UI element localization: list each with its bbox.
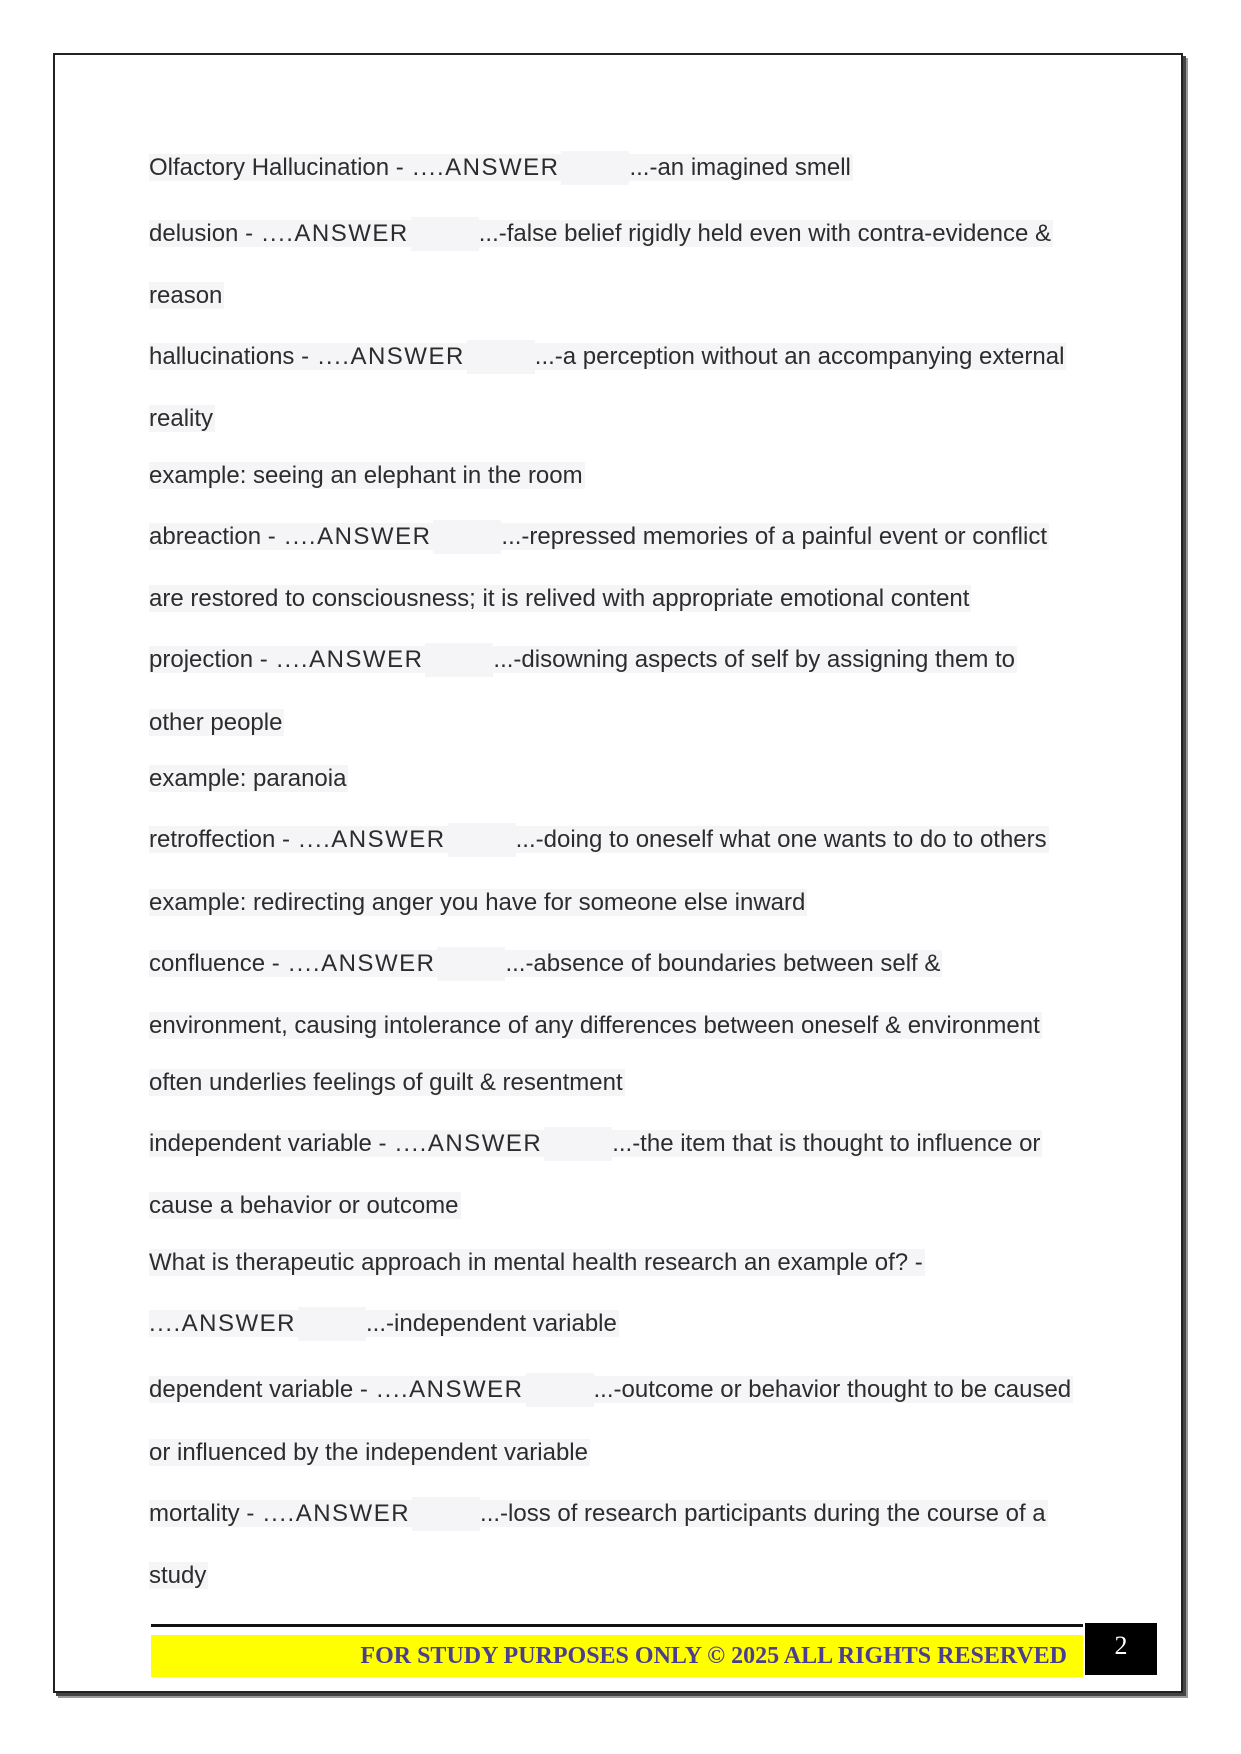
entry-term: dependent variable - [149, 1376, 375, 1403]
answer-marker: ....ANSWER [261, 220, 409, 247]
entry-definition: ...-absence of boundaries between self & [505, 950, 941, 977]
footer-rule [151, 1624, 1083, 1627]
entry-term: confluence - [149, 950, 287, 977]
entry-example: example: seeing an elephant in the room [149, 462, 583, 489]
entry-continuation: or influenced by the independent variable [149, 1439, 588, 1466]
entry-question-text: What is therapeutic approach in mental health research an example of? - [149, 1249, 923, 1276]
entry-definition: ...-independent variable [366, 1310, 617, 1337]
answer-marker: ....ANSWER [284, 523, 432, 550]
entry-example: often underlies feelings of guilt & resentment [149, 1069, 623, 1096]
entry-term: projection - [149, 646, 275, 673]
entry-mortality [149, 1497, 1048, 1531]
answer-marker: ....ANSWER [263, 1500, 411, 1527]
entry-independent-variable [149, 1127, 1042, 1161]
entry-term: delusion - [149, 220, 260, 247]
entry-term: retroffection - [149, 826, 297, 853]
entry-definition: ...-disowning aspects of self by assigning them to [493, 646, 1016, 673]
entry-dependent-variable [149, 1373, 1073, 1407]
page-number: 2 [1085, 1623, 1157, 1675]
answer-marker: ....ANSWER [149, 1310, 297, 1337]
entry-question-answer [149, 1307, 619, 1341]
entry-term: mortality - [149, 1500, 262, 1527]
answer-marker: ....ANSWER [317, 343, 465, 370]
answer-marker: ....ANSWER [376, 1376, 524, 1403]
entry-confluence [149, 947, 942, 981]
entry-olfactory-hallucination [149, 151, 853, 185]
entry-abreaction [149, 520, 1049, 554]
entry-definition: ...-the item that is thought to influence or [612, 1130, 1041, 1157]
answer-marker: ....ANSWER [288, 950, 436, 977]
entry-definition: ...-repressed memories of a painful event or conflict [501, 523, 1047, 550]
entry-continuation: environment, causing intolerance of any differences between oneself & environment [149, 1012, 1040, 1039]
entry-term: hallucinations - [149, 343, 316, 370]
entry-example: example: paranoia [149, 765, 347, 792]
entry-definition: ...-an imagined smell [629, 154, 851, 181]
entry-continuation: other people [149, 709, 283, 736]
entry-projection [149, 643, 1017, 677]
entry-definition: ...-loss of research participants during the course of a [480, 1500, 1046, 1527]
entry-continuation: reason [149, 282, 223, 309]
entry-definition: ...-doing to oneself what one wants to do to others [515, 826, 1047, 853]
entry-definition: ...-a perception without an accompanying external [534, 343, 1065, 370]
entry-continuation: are restored to consciousness; it is relived with appropriate emotional content [149, 585, 970, 612]
entry-definition: ...-outcome or behavior thought to be caused [593, 1376, 1072, 1403]
entry-delusion [149, 217, 1053, 251]
entry-hallucinations [149, 340, 1066, 374]
entry-continuation: study [149, 1562, 207, 1589]
answer-marker: ....ANSWER [276, 646, 424, 673]
answer-marker: ....ANSWER [298, 826, 446, 853]
entry-definition: ...-false belief rigidly held even with contra-evidence & [478, 220, 1052, 247]
entry-term: independent variable - [149, 1130, 394, 1157]
entry-term: abreaction - [149, 523, 283, 550]
entry-continuation: reality [149, 405, 214, 432]
entry-retroffection [149, 823, 1049, 857]
entry-continuation: cause a behavior or outcome [149, 1192, 459, 1219]
footer-notice: FOR STUDY PURPOSES ONLY © 2025 ALL RIGHTS RESERVED [151, 1635, 1083, 1677]
answer-marker: ....ANSWER [412, 154, 560, 181]
entry-question [149, 1246, 925, 1280]
answer-marker: ....ANSWER [395, 1130, 543, 1157]
entry-term: Olfactory Hallucination - [149, 154, 411, 181]
entry-continuation: example: redirecting anger you have for someone else inward [149, 889, 806, 916]
